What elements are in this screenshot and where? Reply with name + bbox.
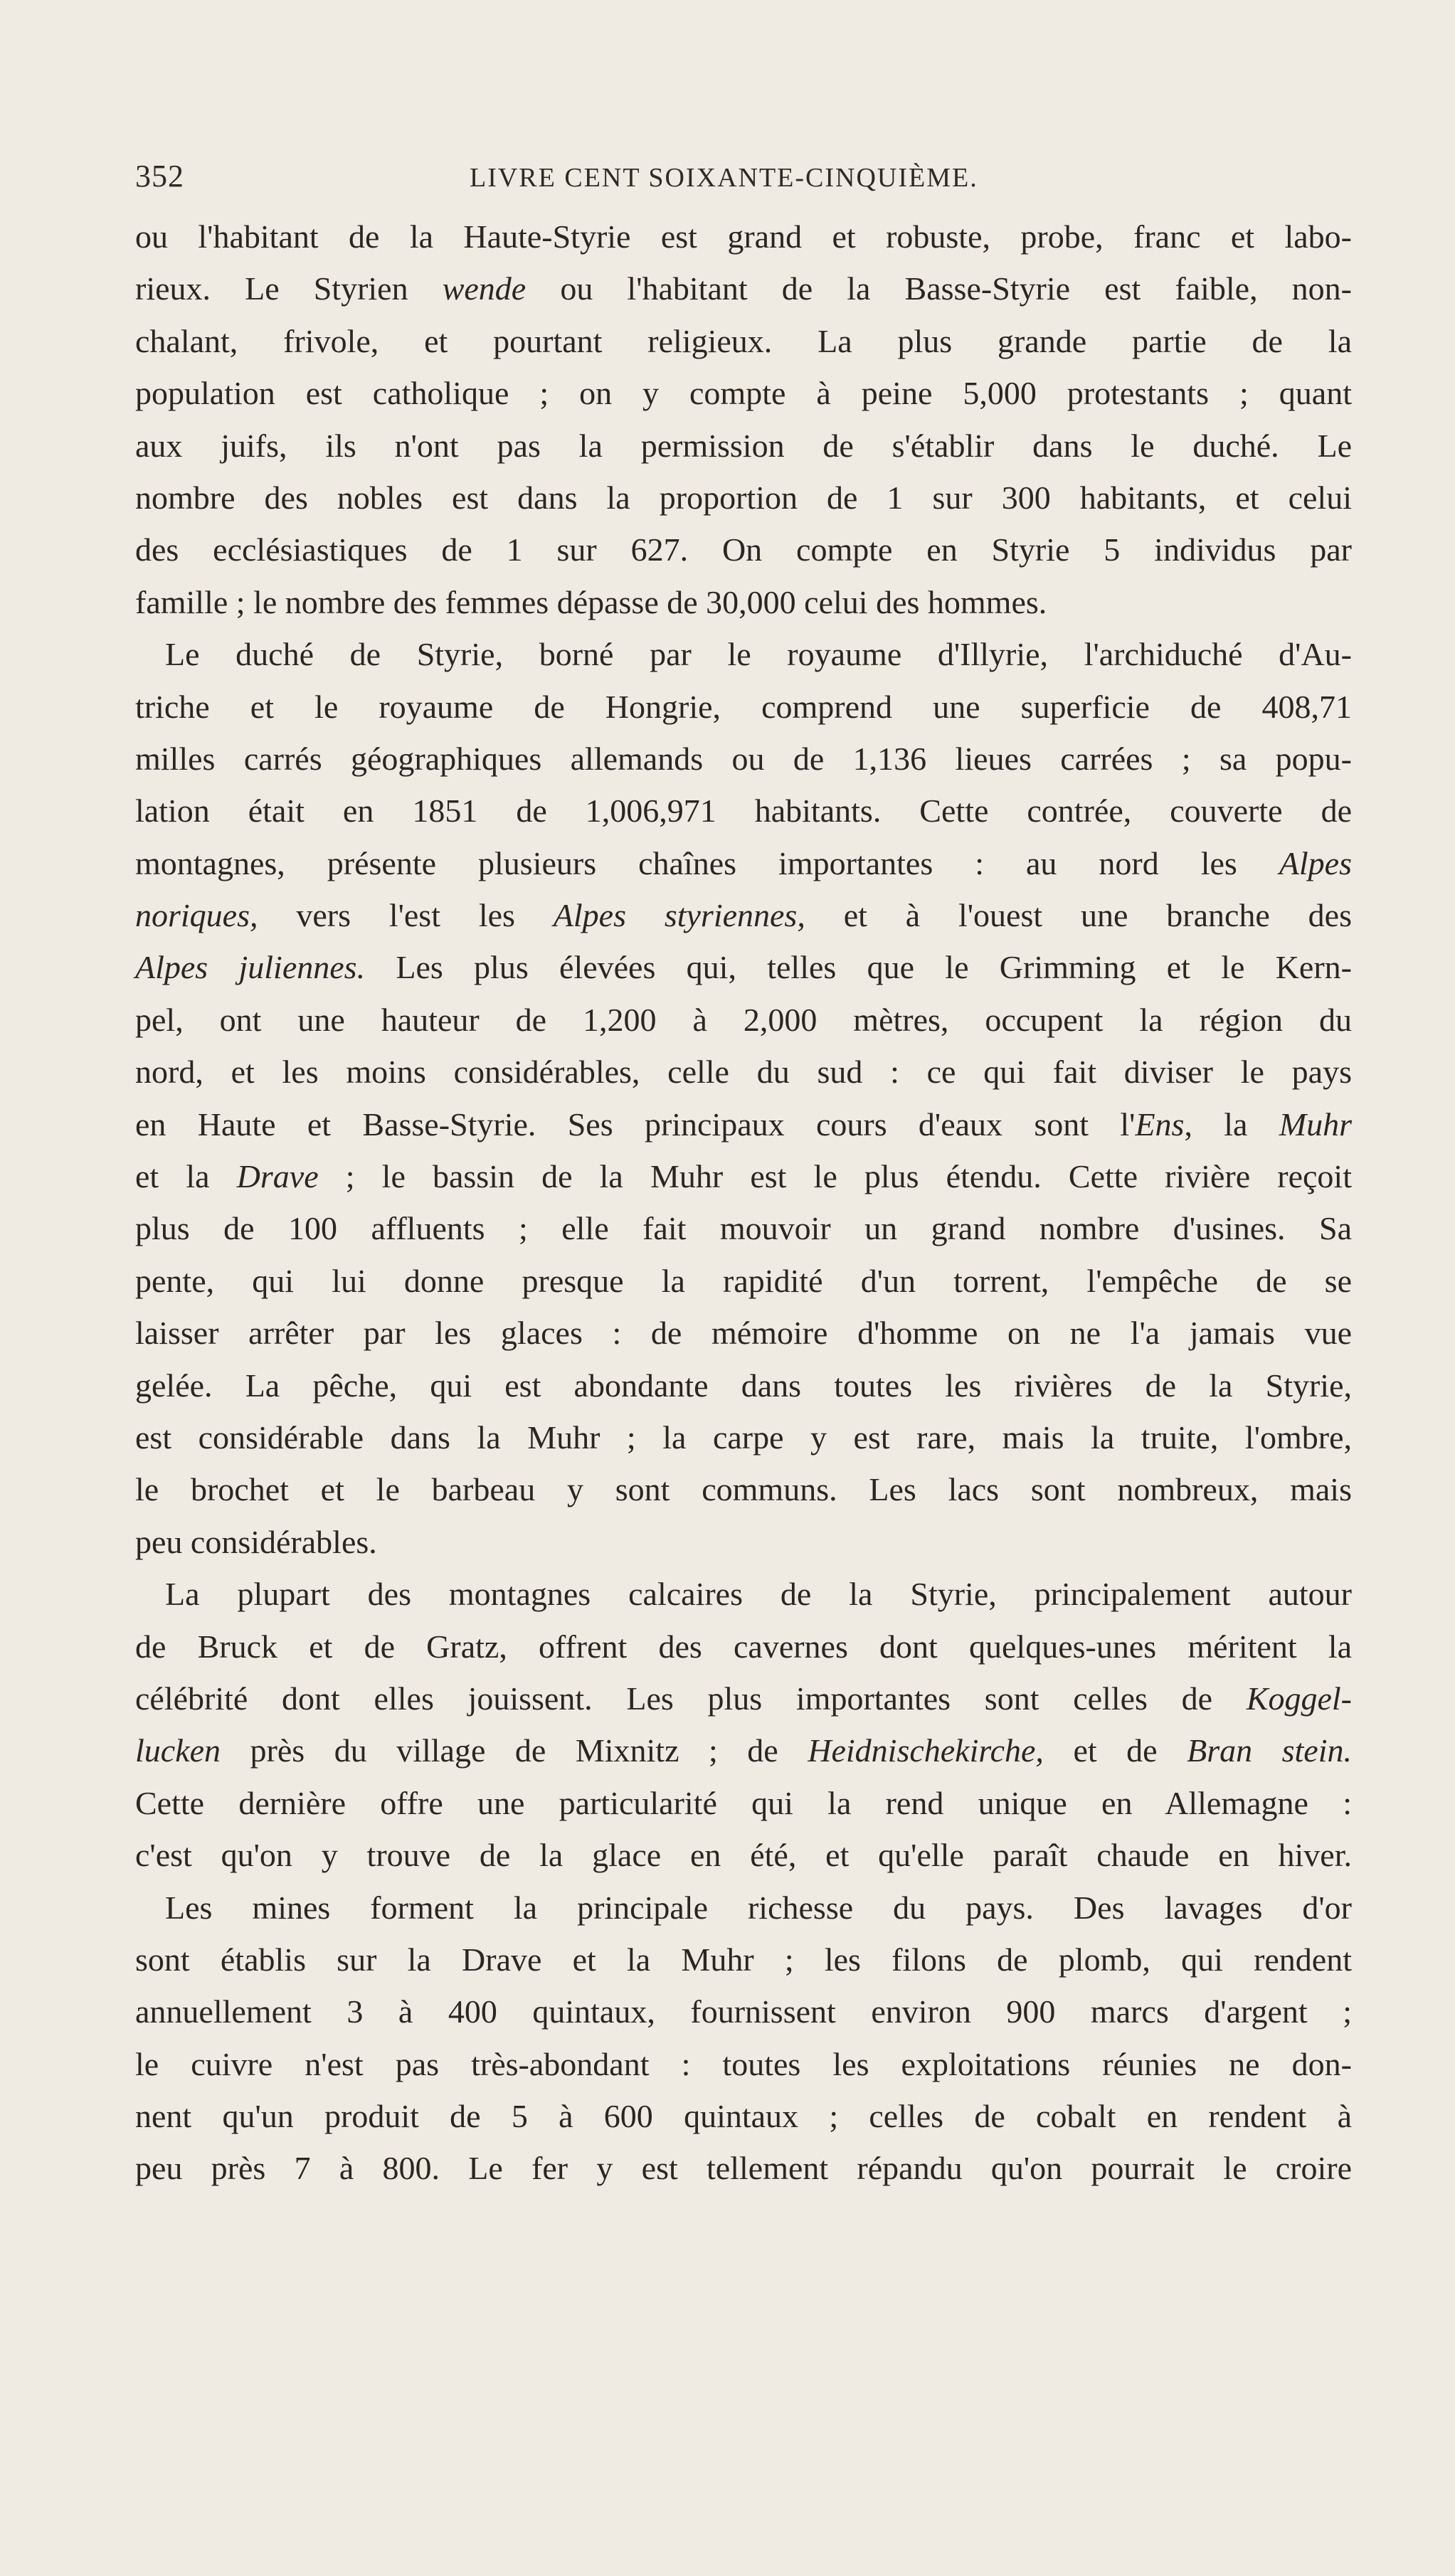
text-segment: plus de 100 affluents ; elle fait mouvoir un grand nombre d'usines. Sa <box>135 1210 1352 1247</box>
text-line <box>135 420 1352 472</box>
text-line <box>135 1829 1352 1881</box>
text-line <box>135 889 1352 941</box>
text-segment: , la <box>1184 1106 1279 1143</box>
text-line <box>135 1411 1352 1463</box>
text-segment: milles carrés géographiques allemands ou de 1,136 lieues carrées ; sa popu- <box>135 740 1352 777</box>
italic-text-segment: Alpes styriennes, <box>553 897 805 934</box>
text-segment: Cette dernière offre une particularité qui la rend unique en Allemagne : <box>135 1784 1352 1821</box>
page-number: 352 <box>135 159 184 194</box>
text-segment: triche et le royaume de Hongrie, comprend une superficie de 408,71 <box>135 688 1352 725</box>
text-segment: pel, ont une hauteur de 1,200 à 2,000 mètres, occupent la région du <box>135 1001 1352 1038</box>
text-line <box>135 2142 1352 2194</box>
text-segment: aux juifs, ils n'ont pas la permission de s'établir dans le duché. Le <box>135 427 1352 464</box>
text-line <box>135 941 1352 993</box>
text-segment: est considérable dans la Muhr ; la carpe y est rare, mais la truite, l'ombre, <box>135 1419 1352 1456</box>
italic-text-segment: noriques, <box>135 897 258 934</box>
text-segment: vers l'est les <box>258 897 554 934</box>
text-line <box>135 472 1352 524</box>
text-segment: chalant, frivole, et pourtant religieux. La plus grande partie de la <box>135 322 1352 359</box>
text-segment: ou l'habitant de la Basse-Styrie est faible, non- <box>526 270 1352 307</box>
text-line <box>135 1307 1352 1359</box>
text-line <box>135 211 1352 263</box>
text-line <box>135 1724 1352 1776</box>
text-line <box>135 2090 1352 2142</box>
text-segment: peu considérables. <box>135 1523 377 1560</box>
text-segment: laisser arrêter par les glaces : de mémoire d'homme on ne l'a jamais vue <box>135 1315 1352 1352</box>
italic-text-segment: wende <box>442 270 527 307</box>
text-segment: célébrité dont elles jouissent. Les plus importantes sont celles de <box>135 1680 1247 1717</box>
text-line <box>135 1777 1352 1829</box>
italic-text-segment: Muhr <box>1279 1106 1352 1143</box>
text-line <box>135 263 1352 314</box>
text-segment: de Bruck et de Gratz, offrent des cavernes dont quelques-unes méritent la <box>135 1628 1352 1665</box>
text-line <box>135 1463 1352 1515</box>
text-segment: nent qu'un produit de 5 à 600 quintaux ; celles de cobalt en rendent à <box>135 2098 1352 2135</box>
text-segment: population est catholique ; on y compte à peine 5,000 protestants ; quant <box>135 375 1352 412</box>
italic-text-segment: Ens <box>1135 1106 1185 1143</box>
text-segment: gelée. La pêche, qui est abondante dans toutes les rivières de la Styrie, <box>135 1367 1352 1404</box>
text-line <box>135 681 1352 733</box>
text-line <box>135 1150 1352 1202</box>
text-segment: des ecclésiastiques de 1 sur 627. On compte en Styrie 5 individus par <box>135 531 1352 568</box>
text-line <box>135 994 1352 1046</box>
italic-text-segment: lucken <box>135 1732 221 1769</box>
text-line <box>135 2038 1352 2090</box>
text-segment: pente, qui lui donne presque la rapidité d'un torrent, l'empêche de se <box>135 1262 1352 1299</box>
text-line <box>135 315 1352 367</box>
text-line <box>135 367 1352 419</box>
italic-text-segment: Alpes juliennes. <box>135 949 366 986</box>
text-segment: ou l'habitant de la Haute-Styrie est grand et robuste, probe, franc et labo- <box>135 218 1352 255</box>
text-segment: annuellement 3 à 400 quintaux, fournissent environ 900 marcs d'argent ; <box>135 1993 1352 2030</box>
text-line <box>135 1673 1352 1724</box>
text-line <box>135 628 1352 680</box>
text-segment: le cuivre n'est pas très-abondant : toutes les exploitations réunies ne don- <box>135 2045 1352 2082</box>
italic-text-segment: Drave <box>236 1158 319 1195</box>
text-segment: le brochet et le barbeau y sont communs. Les lacs sont nombreux, mais <box>135 1471 1352 1508</box>
text-segment: ; le bassin de la Muhr est le plus étendu. Cette rivière reçoit <box>318 1158 1352 1195</box>
text-line <box>135 1516 1352 1568</box>
running-head-title: LIVRE CENT SOIXANTE-CINQUIÈME. <box>470 163 978 193</box>
text-segment: famille ; le nombre des femmes dépasse de 30,000 celui des hommes. <box>135 583 1047 620</box>
italic-text-segment: Bran stein. <box>1187 1732 1352 1769</box>
text-line <box>135 1986 1352 2037</box>
italic-text-segment: Heidnischekirche, <box>808 1732 1044 1769</box>
text-segment: nombre des nobles est dans la proportion de 1 sur 300 habitants, et celui <box>135 479 1352 516</box>
text-segment: Les mines forment la principale richesse du pays. Des lavages d'or <box>165 1889 1352 1926</box>
text-line <box>135 1882 1352 1934</box>
text-line <box>135 837 1352 889</box>
text-line <box>135 785 1352 837</box>
text-segment: nord, et les moins considérables, celle du sud : ce qui fait diviser le pays <box>135 1054 1352 1091</box>
text-line <box>135 1568 1352 1620</box>
running-head <box>135 158 1316 201</box>
text-line <box>135 1359 1352 1411</box>
text-segment: rieux. Le Styrien <box>135 270 443 307</box>
italic-text-segment: Alpes <box>1279 844 1352 881</box>
text-line <box>135 1046 1352 1098</box>
text-segment: c'est qu'on y trouve de la glace en été, et qu'elle paraît chaude en hiver. <box>135 1837 1352 1874</box>
text-line <box>135 1934 1352 1986</box>
text-line <box>135 524 1352 576</box>
text-line <box>135 1255 1352 1307</box>
text-segment: et la <box>135 1158 237 1195</box>
text-segment: Le duché de Styrie, borné par le royaume d'Illyrie, l'archiduché d'Au- <box>165 636 1352 673</box>
italic-text-segment: Koggel- <box>1246 1680 1352 1717</box>
text-segment: La plupart des montagnes calcaires de la Styrie, principalement autour <box>165 1576 1352 1613</box>
text-segment: et de <box>1043 1732 1187 1769</box>
text-line <box>135 1621 1352 1673</box>
text-segment: près du village de Mixnitz ; de <box>221 1732 808 1769</box>
text-segment: Les plus élevées qui, telles que le Grimming et le Kern- <box>365 949 1352 986</box>
text-line <box>135 576 1352 628</box>
text-segment: en Haute et Basse-Styrie. Ses principaux cours d'eaux sont l' <box>135 1106 1136 1143</box>
text-segment: peu près 7 à 800. Le fer y est tellement répandu qu'on pourrait le croire <box>135 2150 1352 2187</box>
text-segment: sont établis sur la Drave et la Muhr ; les filons de plomb, qui rendent <box>135 1941 1352 1978</box>
text-line <box>135 1202 1352 1254</box>
text-segment: lation était en 1851 de 1,006,971 habitants. Cette contrée, couverte de <box>135 793 1352 829</box>
text-segment: montagnes, présente plusieurs chaînes importantes : au nord les <box>135 844 1279 881</box>
body-text <box>135 211 1352 2195</box>
text-line <box>135 733 1352 785</box>
text-line <box>135 1098 1352 1150</box>
text-segment: et à l'ouest une branche des <box>805 897 1352 934</box>
